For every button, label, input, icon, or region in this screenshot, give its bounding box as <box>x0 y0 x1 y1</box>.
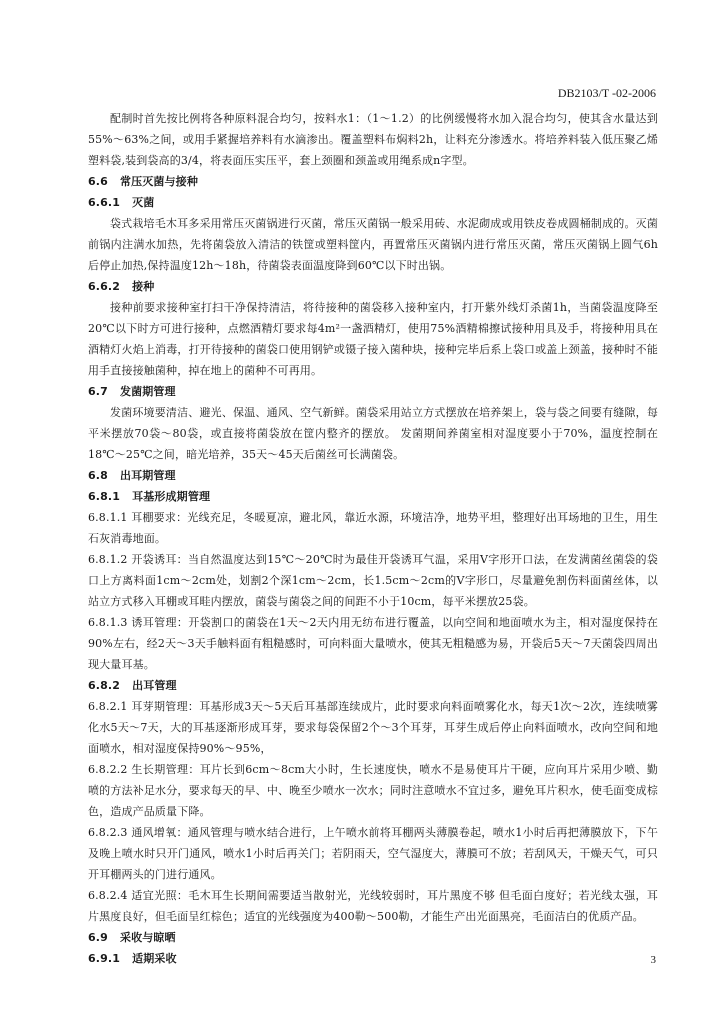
paragraph-spawn-running: 发菌环境要清洁、避光、保温、通风、空气新鲜。菌袋采用站立方式摆放在培养架上，袋与袋之间要有缝隙，每平米摆放70袋～80袋，或直接将菌袋放在筐内整齐的摆放。 发菌期间养菌室相对湿度要小于70%，温度控制在18℃～25℃之间，暗光培养，35天～45天后菌丝可长满菌袋。 <box>88 406 658 461</box>
heading-6-7: 6.7 发菌期管理 <box>88 385 176 398</box>
heading-6-6: 6.6 常压灭菌与接种 <box>88 175 198 188</box>
paragraph-6-8-1-3: 6.8.1.3 诱耳管理：开袋割口的菌袋在1天～2天内用无纺布进行覆盖，以向空间和地面喷水为主，相对湿度保持在90%左右，经2天～3天手触料面有粗糙感时，可向料面大量喷水，使其无粗糙感为易，开袋后5天～7天菌袋四周出现大量耳基。 <box>88 616 658 671</box>
paragraph-6-8-1-2: 6.8.1.2 开袋诱耳：当自然温度达到15℃～20℃时为最佳开袋诱耳气温，采用V字形开口法，在发满菌丝菌袋的袋口上方离料面1cm～2cm处，划割2个深1cm～2cm，长1.5cm～2cm的V字形口，尽量避免割伤料面菌丝体，以站立方式移入耳棚或耳畦内摆放，菌袋与菌袋之间的间距不小于10cm，每平米摆放25袋。 <box>88 553 658 608</box>
paragraph-mixing: 配制时首先按比例将各种原料混合均匀，按料水1：（1～1.2）的比例缓慢将水加入混合均匀，使其含水量达到55%～63%之间，或用手紧握培养料有水滴渗出。覆盖塑料布焖料2h，让料充分渗透水。将培养料装入低压聚乙烯塑料袋,装到袋高的3/4，将表面压实压平，套上颈圈和颈盖或用绳系成n字型。 <box>88 112 658 167</box>
paragraph-6-8-2-2: 6.8.2.2 生长期管理：耳片长到6cm～8cm大小时，生长速度快，喷水不是易使耳片干硬，应向耳片采用少喷、勤喷的方法补足水分，要求每天的早、中、晚至少喷水一次水；同时注意喷水不宜过多，避免耳片积水，使毛面变成棕色，造成产品质量下降。 <box>88 763 658 818</box>
document-code: DB2103/T -02-2006 <box>557 86 656 100</box>
page-body <box>88 108 658 969</box>
paragraph-6-8-2-4: 6.8.2.4 适宜光照：毛木耳生长期间需要适当散射光，光线较弱时，耳片黑度不够 但毛面白度好；若光线太强，耳片黑度良好，但毛面呈红棕色；适宜的光线强度为400勒～500勒，才能生产出光面黑亮，毛面洁白的优质产品。 <box>88 889 658 923</box>
paragraph-6-8-2-1: 6.8.2.1 耳芽期管理：耳基形成3天～5天后耳基部连续成片，此时要求向料面喷雾化水，每天1次～2次，连续喷雾化水5天～7天，大的耳基逐渐形成耳芽，要求每袋保留2个～3个耳芽，耳芽生成后停止向料面喷水，改向空间和地面喷水，相对湿度保持90%～95%， <box>88 700 658 755</box>
heading-6-8: 6.8 出耳期管理 <box>88 469 176 482</box>
heading-6-6-1: 6.6.1 灭菌 <box>88 196 155 209</box>
heading-6-9-1: 6.9.1 适期采收 <box>88 952 177 965</box>
paragraph-6-8-1-1: 6.8.1.1 耳棚要求：光线充足，冬暖夏凉，避北风，靠近水源，环境洁净，地势平坦，整理好出耳场地的卫生，用生石灰消毒地面。 <box>88 511 658 545</box>
heading-6-8-2: 6.8.2 出耳管理 <box>88 679 177 692</box>
heading-6-6-2: 6.6.2 接种 <box>88 280 155 293</box>
paragraph-6-8-2-3: 6.8.2.3 通风增氧：通风管理与喷水结合进行，上午喷水前将耳棚两头薄膜卷起，喷水1小时后再把薄膜放下，下午及晚上喷水时只开门通风，喷水1小时后再关门；若阴雨天，空气湿度大，薄膜可不放；若刮风天，干燥天气，可只开耳棚两头的门进行通风。 <box>88 826 658 881</box>
heading-6-8-1: 6.8.1 耳基形成期管理 <box>88 490 211 503</box>
paragraph-inoculation: 接种前要求接种室打扫干净保持清洁，将待接种的菌袋移入接种室内，打开紫外线灯杀菌1h，当菌袋温度降至20℃以下时方可进行接种，点燃酒精灯要求每4m²一盏酒精灯，使用75%酒精棉擦试接种用具及手，将接种用具在酒精灯火焰上消毒，打开待接种的菌袋口使用钢铲或镊子接入菌种块，接种完毕后系上袋口或盖上颈盖，接种时不能用手直接接触菌种，掉在地上的菌种不可再用。 <box>88 301 658 377</box>
page-number: 3 <box>650 954 656 966</box>
paragraph-sterilization: 袋式栽培毛木耳多采用常压灭菌锅进行灭菌，常压灭菌锅一般采用砖、水泥砌成或用铁皮卷成圆桶制成的。灭菌前锅内注满水加热，先将菌袋放入清洁的铁筐或塑料筐内，再置常压灭菌锅内进行常压灭菌，常压灭菌锅上圆气6h后停止加热,保持温度12h～18h，待菌袋表面温度降到60℃以下时出锅。 <box>88 217 658 272</box>
heading-6-9: 6.9 采收与晾晒 <box>88 931 176 944</box>
